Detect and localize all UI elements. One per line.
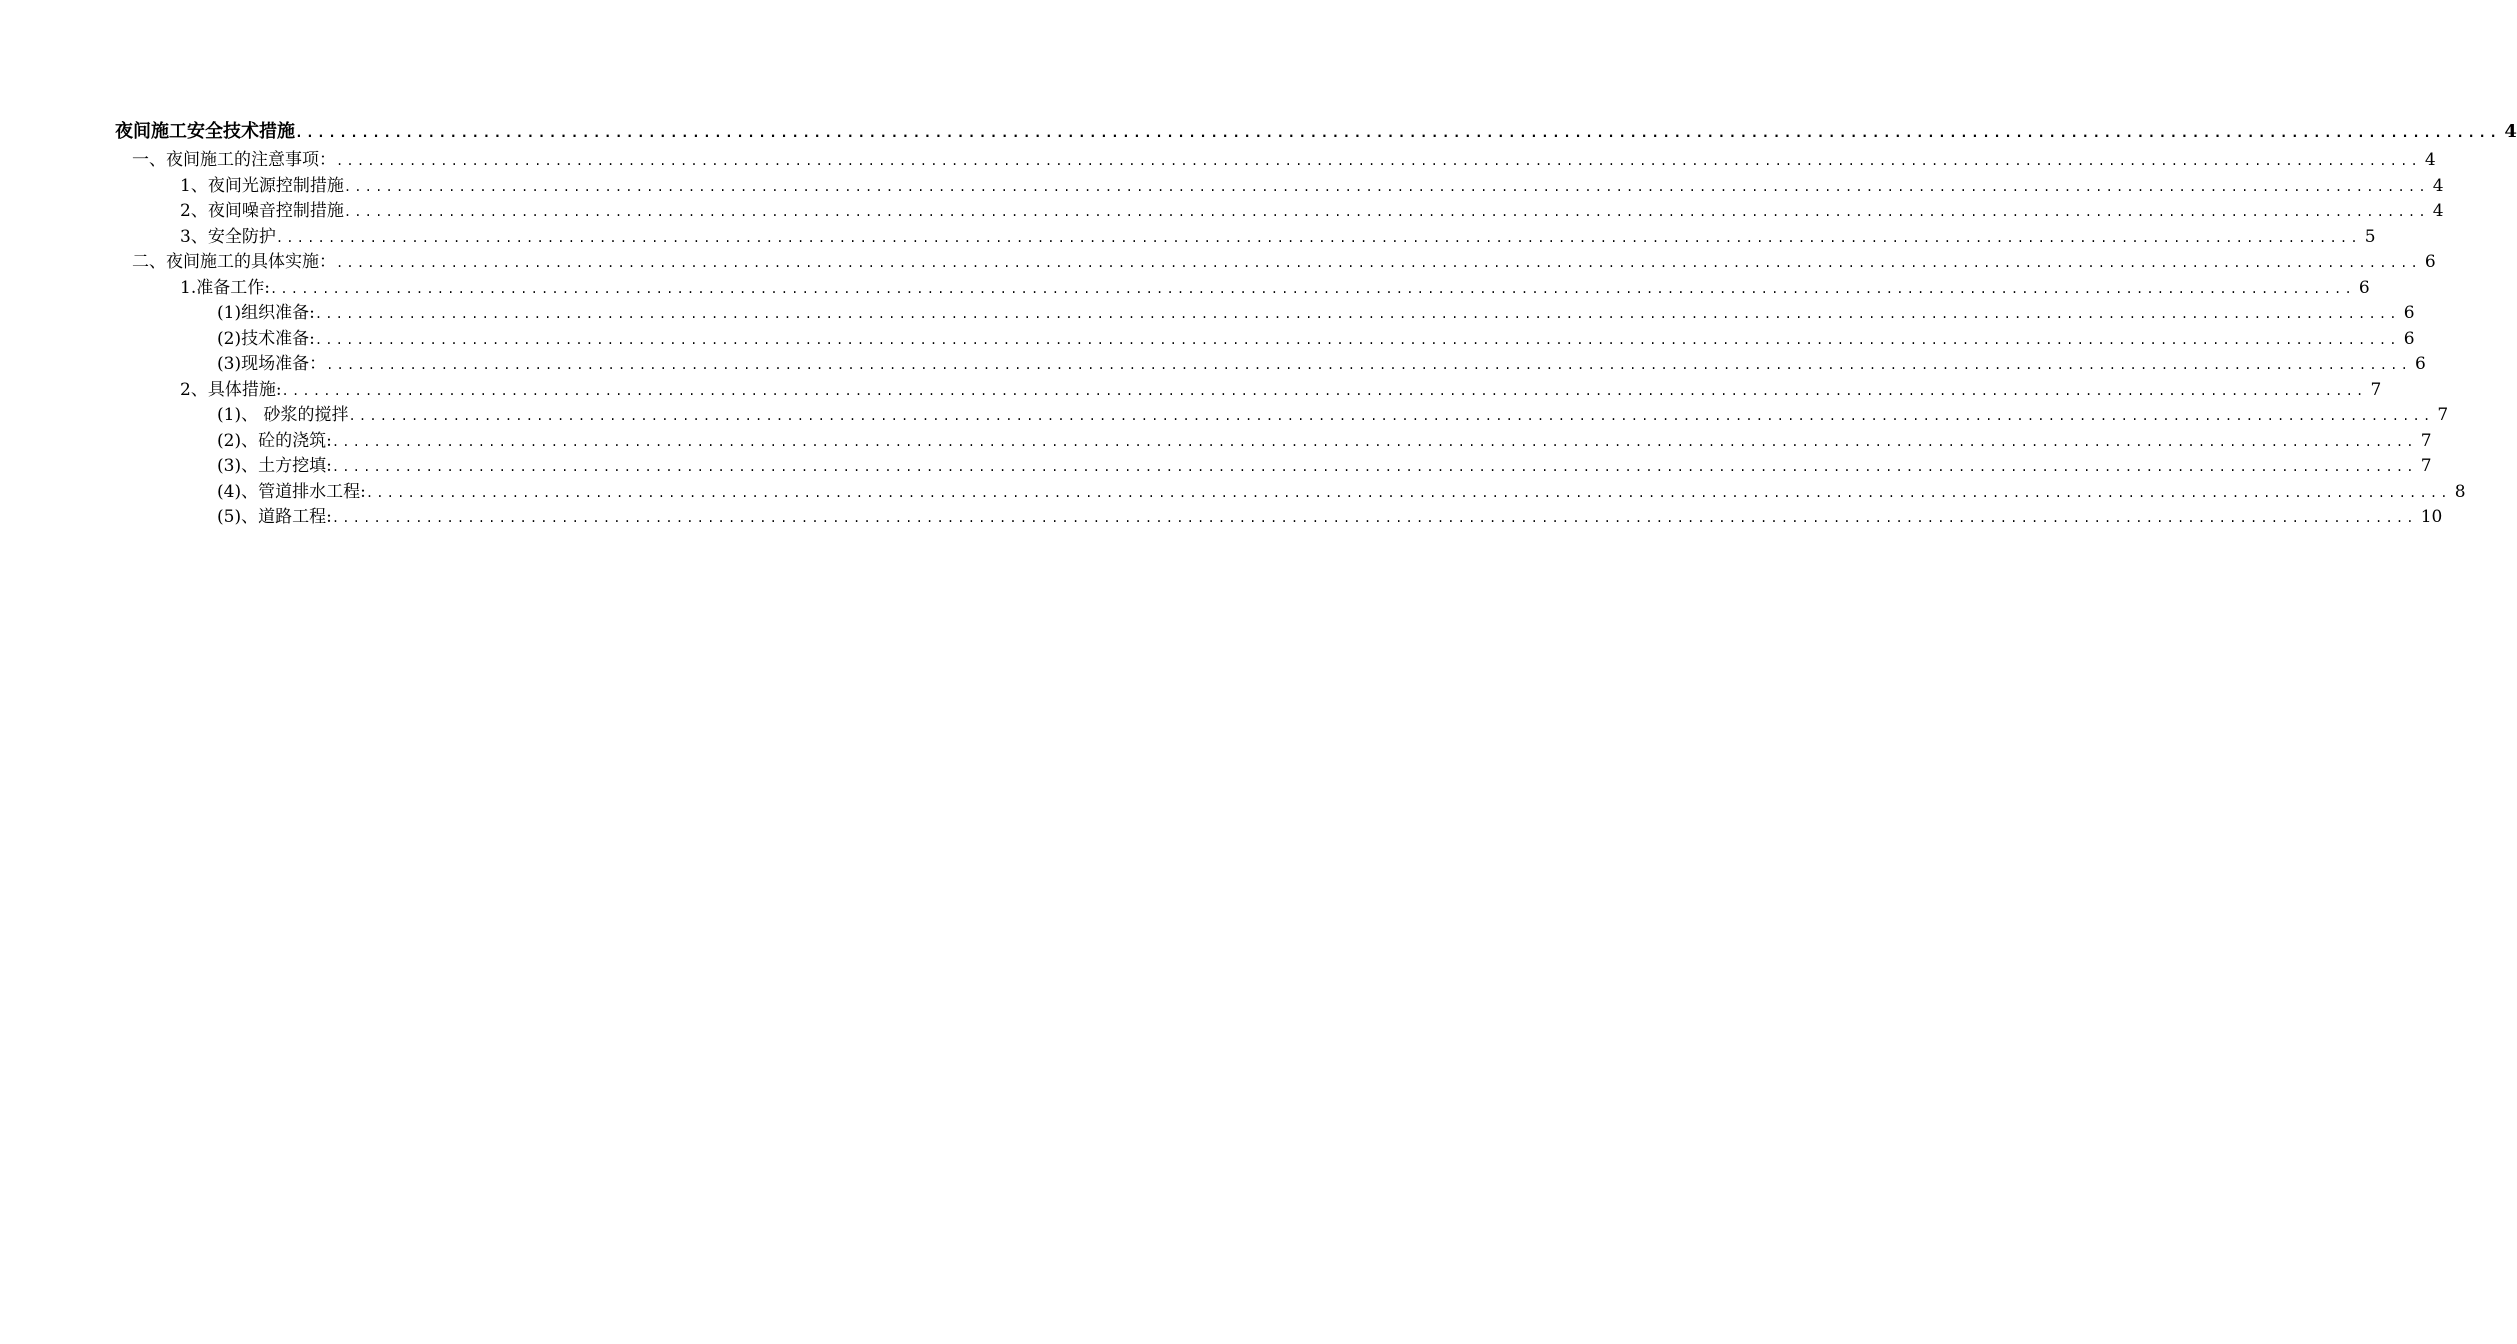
toc-entry-title: (4)、管道排水工程:	[217, 481, 366, 502]
toc-entry-page: 7	[2370, 379, 2382, 400]
toc-entry-page: 7	[2420, 456, 2432, 476]
toc-dot-leader: ........................................................................................................................................................................................................	[365, 485, 2451, 500]
toc-dot-leader: ........................................................................................................................................................................................................	[314, 332, 2400, 347]
table-of-contents	[0, 116, 2517, 531]
toc-entry-page: 5	[2364, 226, 2376, 247]
toc-entry[interactable]	[0, 327, 2415, 353]
toc-entry-page: 8	[2454, 481, 2466, 502]
toc-dot-leader: ........................................................................................................................................................................................................	[331, 434, 2417, 449]
toc-entry-title: (2)、砼的浇筑:	[217, 430, 332, 451]
toc-dot-leader: ........................................................................................................................................................................................................	[336, 154, 2421, 168]
toc-dot-leader: ........................................................................................................................................................................................................	[331, 511, 2417, 525]
toc-entry[interactable]	[0, 199, 2444, 225]
toc-entry[interactable]	[0, 301, 2415, 327]
toc-entry[interactable]	[0, 378, 2382, 404]
toc-entry-page: 4	[2432, 201, 2444, 221]
toc-entry-page: 6	[2415, 354, 2426, 374]
toc-entry[interactable]	[0, 480, 2466, 506]
toc-entry-page: 6	[2358, 277, 2370, 298]
toc-dot-leader: ........................................................................................................................................................................................................	[336, 256, 2421, 270]
toc-entry-page: 4	[2432, 175, 2444, 196]
toc-entry-title: (2)技术准备:	[217, 328, 315, 349]
toc-entry[interactable]	[0, 174, 2444, 200]
toc-entry-title: (5)、道路工程:	[217, 507, 332, 527]
toc-entry-page: 4	[2504, 121, 2517, 142]
toc-dot-leader: ........................................................................................................................................................................................................	[269, 281, 2355, 296]
toc-entry-page: 10	[2420, 507, 2443, 527]
toc-dot-leader: ........................................................................................................................................................................................................	[343, 205, 2429, 219]
toc-entry-title: 夜间施工安全技术措施	[115, 121, 295, 142]
toc-dot-leader: ........................................................................................................................................................................................................	[275, 230, 2361, 245]
toc-dot-leader: ........................................................................................................................................................................................................	[348, 409, 2434, 423]
toc-entry-title: 1、夜间光源控制措施	[180, 175, 344, 196]
toc-entry[interactable]	[0, 403, 2449, 429]
toc-entry-title: (1)、 砂浆的搅拌	[217, 405, 349, 425]
toc-dot-leader: ........................................................................................................................................................................................................	[331, 460, 2417, 474]
toc-entry[interactable]	[0, 116, 2517, 148]
toc-entry-title: 一、夜间施工的注意事项：	[132, 150, 336, 170]
toc-dot-leader: ........................................................................................................................................................................................................	[314, 307, 2400, 321]
toc-entry-page: 7	[2437, 405, 2449, 425]
toc-entry-title: 二、夜间施工的具体实施：	[132, 252, 336, 272]
toc-dot-leader: ........................................................................................................................................................................................................	[326, 358, 2412, 372]
toc-entry-title: 3、安全防护	[180, 226, 276, 247]
toc-dot-leader: ........................................................................................................................................................................................................	[281, 383, 2367, 398]
toc-entry-title: 1.准备工作:	[180, 277, 270, 298]
toc-dot-leader: ........................................................................................................................................................................................................	[343, 179, 2429, 194]
toc-entry-page: 6	[2424, 252, 2436, 272]
toc-entry-page: 6	[2403, 303, 2415, 323]
toc-entry-title: (3)现场准备：	[217, 354, 327, 374]
toc-entry[interactable]	[0, 250, 2436, 276]
toc-entry[interactable]	[0, 429, 2432, 455]
toc-entry[interactable]	[0, 505, 2443, 531]
toc-dot-leader: ........................................................................................................................................................................................................	[295, 126, 2501, 141]
toc-entry[interactable]	[0, 352, 2426, 378]
toc-entry-title: 2、具体措施:	[180, 379, 282, 400]
toc-entry-page: 6	[2403, 328, 2415, 349]
toc-entry-title: (1)组织准备:	[217, 303, 315, 323]
toc-entry[interactable]	[0, 454, 2432, 480]
toc-entry-title: (3)、土方挖填:	[217, 456, 332, 476]
toc-entry[interactable]	[0, 225, 2376, 251]
toc-entry[interactable]	[0, 148, 2436, 174]
toc-entry-title: 2、夜间噪音控制措施	[180, 201, 344, 221]
toc-entry-page: 7	[2420, 430, 2432, 451]
toc-entry-page: 4	[2424, 150, 2436, 170]
toc-entry[interactable]	[0, 276, 2370, 302]
